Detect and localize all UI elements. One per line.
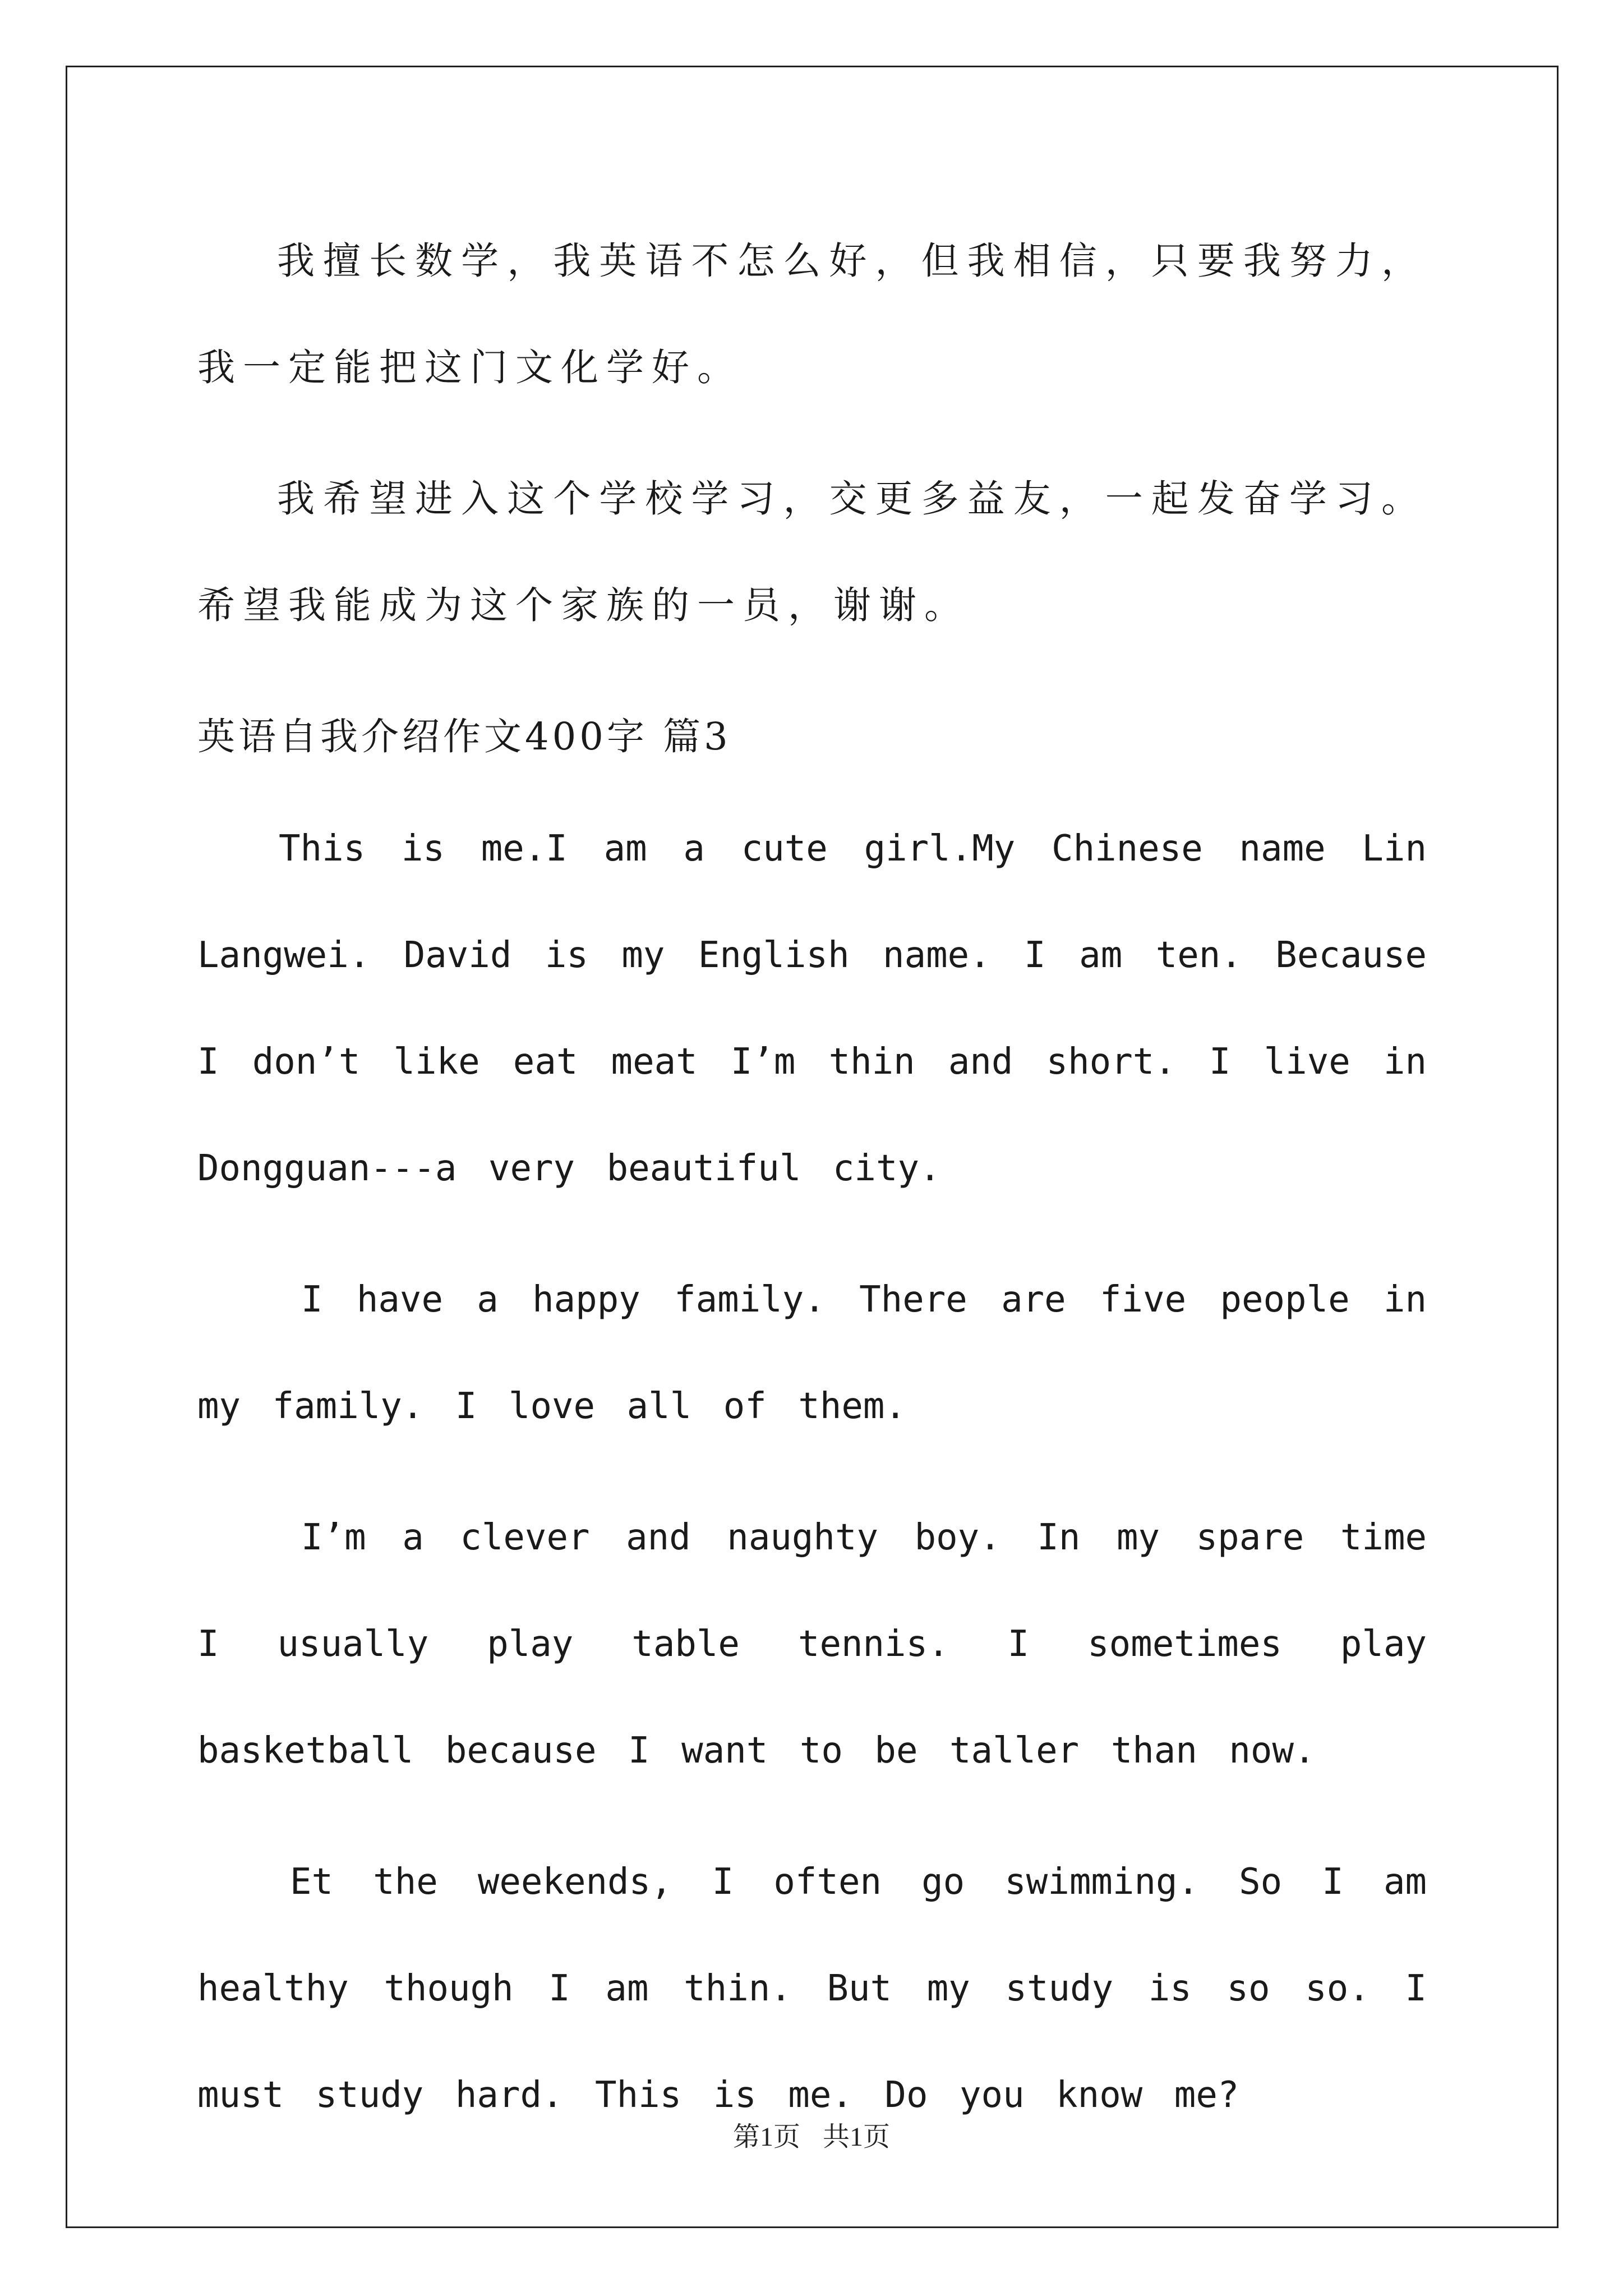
page-number: 第1页 — [732, 2122, 800, 2152]
paragraph-intro: This is me.I am a cute girl.My Chinese name Lin Langwei. David is my English name. I am ten. Because I don’t like eat meat I’m thin and short. I live in Dongguan---a very beautiful city. — [197, 828, 1427, 1189]
paragraph-math-english: 我擅长数学，我英语不怎么好，但我相信，只要我努力，我一定能把这门文化学好。 — [197, 239, 1427, 389]
paragraph-weekends: Et the weekends, I often go swimming. So I am healthy though I am thin. But my study is so so. I must study hard. This is me. Do you know me? — [197, 1861, 1427, 2116]
section-heading: 英语自我介绍作文400字 篇3 — [197, 715, 731, 758]
page-footer — [0, 2115, 1623, 2154]
paragraph-school-hope: 我希望进入这个学校学习，交更多益友，一起发奋学习。希望我能成为这个家族的一员，谢谢。 — [197, 477, 1427, 627]
document-body — [197, 208, 1427, 2173]
paragraph-family: I have a happy family. There are five people in my family. I love all of them. — [197, 1279, 1427, 1427]
paragraph-hobbies: I’m a clever and naughty boy. In my spare time I usually play table tennis. I sometimes play basketball because I want to be taller than now. — [197, 1517, 1427, 1772]
page-total: 共1页 — [823, 2122, 891, 2152]
